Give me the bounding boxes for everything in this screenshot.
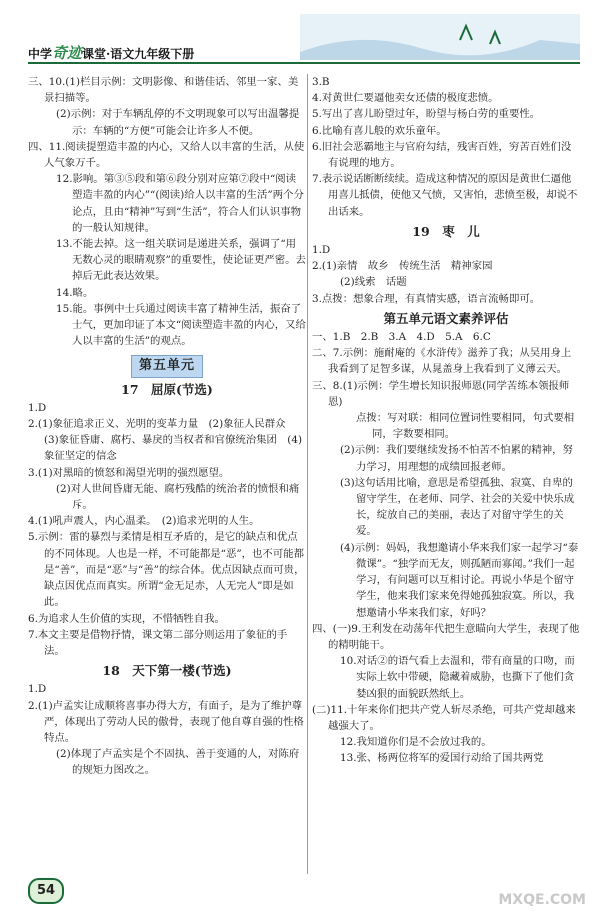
answer-line: 2.(1)卢孟实让成顺将喜事办得大方，有面子，是为了维护尊严，体现出了劳动人民的傲骨，表现了他自尊自强的性格特点。	[28, 699, 304, 744]
answer-line: 4.(1)吼声震人，内心温柔。 (2)追求光明的人生。	[28, 515, 260, 528]
left-column	[28, 74, 306, 779]
page-number: 54	[28, 878, 64, 904]
answer-line: 3.点拨：想象合理，有真情实感，语言流畅即可。	[312, 292, 541, 305]
watermark: MXQE.COM	[498, 892, 586, 908]
answer-line: 6.比喻有喜儿般的欢乐童年。	[312, 124, 447, 137]
answer-line: 1.D	[28, 683, 47, 696]
answer-line: 二、7.示例：施耐庵的《水浒传》滋养了我；从吴用身上我看到了足智多谋，从晁盖身上我看到了义薄云天。	[312, 347, 572, 376]
section-heading: 第五单元	[131, 355, 203, 377]
header-decoration	[0, 0, 600, 66]
answer-line: (二)11.十年来你们把共产党人斩尽杀绝，可共产党却越来越强大了。	[312, 703, 576, 732]
answer-line: 7.表示说话断断续续。造成这种情况的原因是黄世仁逼他用喜儿抵债，使他又气愤，又害怕，悲愤至极，却说不出话来。	[312, 173, 578, 218]
answer-line: 13.不能去掉。这一组关联词是递进关系，强调了“用无数心灵的眼睛观察”的重要性，使论证更严密。去掉后无此表达效果。	[56, 238, 306, 283]
answer-line: (2)示例：我们要继续发扬不怕苦不怕累的精神，努力学习，用理想的成绩回报老师。	[340, 444, 573, 473]
answer-line: 15.能。事例中士兵通过阅读丰富了精神生活，振奋了士气，更加印证了本文“阅读塑造丰盈的内心，又给人以丰富的生活”的观点。	[56, 302, 306, 348]
right-column	[312, 74, 580, 767]
answer-line: 1.D	[312, 244, 331, 257]
answer-line: (3)这句话用比喻，意思是希望孤独、寂寞、自卑的留守学生，在老师、同学、社会的关爱中快乐成长，绽放自己的美丽，表达了对留守学生的关爱。	[340, 476, 575, 538]
answer-line: 三、10.(1)栏目示例：文明影像、和谐佳话、邻里一家、美景扫描等。	[28, 76, 299, 105]
answer-line: 4.对黄世仁要逼他卖女还债的极度悲愤。	[312, 92, 499, 105]
answer-line: (2)体现了卢孟实是个不固执、善于变通的人，对陈府的规矩力图改之。	[56, 748, 300, 777]
answer-line: 12.影响。第③⑤段和第⑥段分别对应第⑦段中“阅读塑造丰盈的内心”“(阅读)给人以丰富的生活”两个分论点，且由“精神”写到“生活”，符合人们认识事物的一般认知规律。	[56, 173, 304, 234]
answer-line: 一、1.B 2.B 3.A 4.D 5.A 6.C	[312, 331, 491, 344]
answer-line: 6.旧社会恶霸地主与官府勾结，残害百姓，穷苦百姓们没有说理的地方。	[312, 140, 572, 170]
answer-line: 点拨：写对联：相同位置词性要相同，句式要相同，字数要相同。	[356, 412, 575, 441]
section-heading: 17 屈原(节选)	[121, 381, 213, 397]
section-heading: 19 枣 儿	[412, 223, 480, 239]
answer-line: 四、11.阅读提塑造丰盈的内心，又给人以丰富的生活，从使人气象万千。	[28, 140, 305, 170]
section-heading: 18 天下第一楼(节选)	[102, 663, 232, 679]
answer-line: 5.示例：雷的暴烈与柔情是相互矛盾的，是它的缺点和优点的不同体现。人也是一样，不可能都是“恶”，也不可能都是“善”，而是“恶”与“善”的综合体。优点因缺点而可贵，缺点因优点而真实。所谓“金无足赤，人无完人”即是如此。	[28, 531, 305, 609]
header-rule	[28, 62, 580, 64]
answer-line: 7.本文主要是借物抒情，课文第二部分则运用了象征的手法。	[28, 628, 288, 657]
answer-line: 1.D	[28, 401, 47, 414]
answer-line: (2)示例：对于车辆乱停的不文明现象可以写出温馨提示：车辆的“方便”可能会让许多人不便。	[56, 108, 300, 137]
answer-line: (2)对人世间昏庸无能、腐朽残酷的统治者的愤恨和痛斥。	[56, 482, 300, 512]
answer-line: 10.对话②的语气看上去温和，带有商量的口吻，而实际上软中带硬，隐藏着威胁，也撕下了他们贪婪凶狠的面貌跃然纸上。	[340, 655, 575, 700]
answer-line: 3.(1)对黑暗的愤怒和渴望光明的强烈愿望。	[28, 466, 230, 479]
section-heading: 第五单元语文素养评估	[383, 310, 509, 326]
answer-line: 三、8.(1)示例：学生增长知识报师恩(同学苦练本领报师恩)	[312, 379, 570, 408]
answer-line: 6.为追求人生价值的实现，不惜牺牲自我。	[28, 612, 225, 625]
answer-line: 四、(一)9.王利发在动荡年代把生意瞄向大学生，表现了他的精明能干。	[312, 622, 580, 651]
answer-line: 5.写出了喜儿盼望过年，盼望与杨白劳的重要性。	[312, 108, 541, 121]
answer-line: 2.(1)亲情 故乡 传统生活 精神家园	[312, 260, 493, 273]
answer-line: 14.略。	[56, 286, 94, 299]
book-title: 中学奇迹课堂·语文九年级下册	[28, 44, 195, 62]
answer-line: 3.B	[312, 76, 330, 88]
column-divider	[307, 74, 308, 874]
answer-line: 12.我知道你们是不会放过我的。	[340, 736, 492, 749]
answer-line: 13.张、杨两位将军的爱国行动给了国共两党	[340, 752, 544, 765]
answer-line: 2.(1)象征追求正义、光明的变革力量 (2)象征人民群众 (3)象征昏庸、腐朽、暴戾的当权者和官僚统治集团 (4)象征坚定的信念	[28, 418, 303, 463]
answer-line: (2)线索 话题	[340, 276, 407, 289]
page-header	[0, 0, 600, 66]
answer-line: (4)示例：妈妈，我想邀请小华来我们家一起学习“泰微课”。“独学而无友，则孤陋而寡闻。”我们一起学习，有问题可以互相讨论。再说小华是个留守学生，他来我们家来免得她孤独寂寞。所以，我想邀请小华来我们家，好吗？	[340, 541, 579, 619]
